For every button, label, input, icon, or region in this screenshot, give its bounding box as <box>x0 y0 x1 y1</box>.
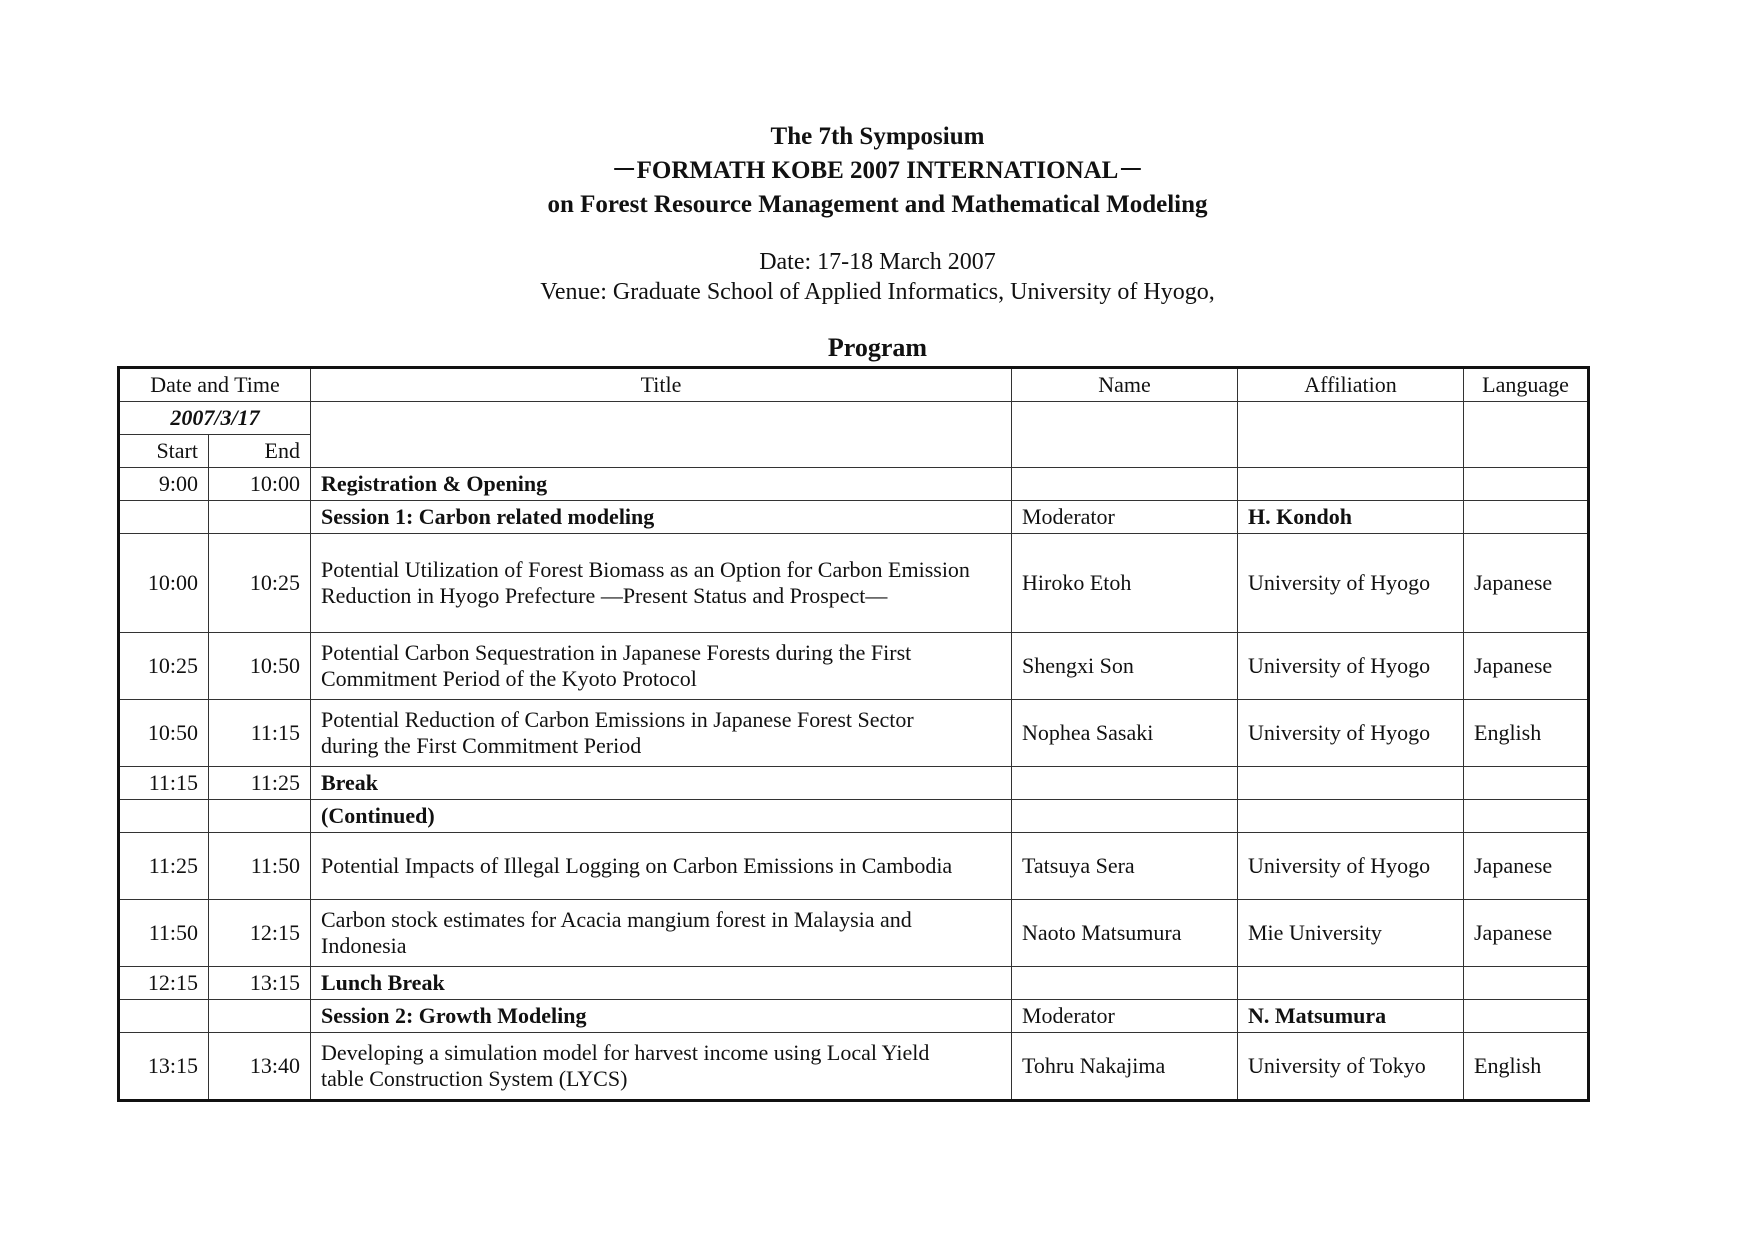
table-row <box>119 833 1589 900</box>
end-time: 10:50 <box>209 633 311 700</box>
title-line-3: on Forest Resource Management and Mathematical Modeling <box>547 191 1208 218</box>
end-time: 10:25 <box>209 534 311 633</box>
table-row <box>119 501 1589 534</box>
title-line-1: The 7th Symposium <box>770 123 985 150</box>
talk-title <box>311 700 1012 767</box>
language <box>1464 501 1589 534</box>
table-row <box>119 633 1589 700</box>
header-name: Name <box>1012 368 1238 402</box>
talk-title: Potential Impacts of Illegal Logging on Carbon Emissions in Cambodia <box>311 833 1012 900</box>
break-label: Break <box>311 767 1012 800</box>
date-row <box>119 402 1589 435</box>
language: English <box>1464 1033 1589 1101</box>
program-table <box>117 366 1590 1102</box>
moderator-name: H. Kondoh <box>1238 501 1464 534</box>
header-title: Title <box>311 368 1012 402</box>
table-row <box>119 1033 1589 1101</box>
start-header: Start <box>119 435 209 468</box>
language <box>1464 468 1589 501</box>
speaker-name: Shengxi Son <box>1012 633 1238 700</box>
speaker-name <box>1012 767 1238 800</box>
table-row <box>119 534 1589 633</box>
start-time <box>119 501 209 534</box>
talk-title-line: table Construction System (LYCS) <box>321 1066 628 1091</box>
end-header: End <box>209 435 311 468</box>
affiliation: University of Tokyo <box>1238 1033 1464 1101</box>
language <box>1464 767 1589 800</box>
talk-title-line: Carbon stock estimates for Acacia mangium forest in Malaysia and <box>321 907 912 932</box>
talk-title-line: Commitment Period of the Kyoto Protocol <box>321 666 697 691</box>
start-time: 10:50 <box>119 700 209 767</box>
table-row <box>119 767 1589 800</box>
affiliation: University of Hyogo <box>1238 633 1464 700</box>
start-time: 11:25 <box>119 833 209 900</box>
talk-title-line: Potential Reduction of Carbon Emissions in Japanese Forest Sector <box>321 707 914 732</box>
talk-title <box>311 1033 1012 1101</box>
table-row <box>119 700 1589 767</box>
end-time: 13:15 <box>209 967 311 1000</box>
table-row <box>119 468 1589 501</box>
language: Japanese <box>1464 900 1589 967</box>
start-time: 9:00 <box>119 468 209 501</box>
break-label: Lunch Break <box>311 967 1012 1000</box>
speaker-name: Hiroko Etoh <box>1012 534 1238 633</box>
end-time <box>209 501 311 534</box>
talk-title-line: during the First Commitment Period <box>321 733 642 758</box>
end-time <box>209 800 311 833</box>
header-affiliation: Affiliation <box>1238 368 1464 402</box>
start-time: 11:50 <box>119 900 209 967</box>
title-line-2: －FORMATH KOBE 2007 INTERNATIONAL－ <box>611 157 1144 184</box>
affiliation <box>1238 468 1464 501</box>
header-date-time: Date and Time <box>119 368 311 402</box>
affiliation: Mie University <box>1238 900 1464 967</box>
end-time <box>209 1000 311 1033</box>
affiliation <box>1238 767 1464 800</box>
start-time: 10:00 <box>119 534 209 633</box>
end-time: 11:25 <box>209 767 311 800</box>
session-title: Session 2: Growth Modeling <box>311 1000 1012 1033</box>
start-time: 10:25 <box>119 633 209 700</box>
end-time: 13:40 <box>209 1033 311 1101</box>
table-row <box>119 1000 1589 1033</box>
affiliation: University of Hyogo <box>1238 534 1464 633</box>
talk-title-line: Reduction in Hyogo Prefecture ―Present Status and Prospect― <box>321 583 888 608</box>
talk-title <box>311 633 1012 700</box>
language: Japanese <box>1464 534 1589 633</box>
document-title <box>0 120 1755 222</box>
affiliation: University of Hyogo <box>1238 700 1464 767</box>
table-row <box>119 800 1589 833</box>
speaker-name <box>1012 800 1238 833</box>
speaker-name: Tohru Nakajima <box>1012 1033 1238 1101</box>
moderator-label: Moderator <box>1012 1000 1238 1033</box>
talk-title: Registration & Opening <box>311 468 1012 501</box>
end-time: 10:00 <box>209 468 311 501</box>
program-date: 2007/3/17 <box>119 402 311 435</box>
speaker-name <box>1012 468 1238 501</box>
program-heading: Program <box>827 333 928 362</box>
speaker-name: Tatsuya Sera <box>1012 833 1238 900</box>
empty-cell <box>311 402 1012 468</box>
start-time: 13:15 <box>119 1033 209 1101</box>
speaker-name: Naoto Matsumura <box>1012 900 1238 967</box>
table-row <box>119 967 1589 1000</box>
speaker-name <box>1012 967 1238 1000</box>
session-title: Session 1: Carbon related modeling <box>311 501 1012 534</box>
start-time <box>119 1000 209 1033</box>
talk-title <box>311 900 1012 967</box>
header-language: Language <box>1464 368 1589 402</box>
language <box>1464 967 1589 1000</box>
table-row <box>119 900 1589 967</box>
language: English <box>1464 700 1589 767</box>
talk-title-line: Indonesia <box>321 933 407 958</box>
speaker-name: Nophea Sasaki <box>1012 700 1238 767</box>
language <box>1464 800 1589 833</box>
talk-title-line: Potential Carbon Sequestration in Japanese Forests during the First <box>321 640 912 665</box>
moderator-label: Moderator <box>1012 501 1238 534</box>
affiliation: University of Hyogo <box>1238 833 1464 900</box>
talk-title <box>311 534 1012 633</box>
table-header-row <box>119 368 1589 402</box>
moderator-name: N. Matsumura <box>1238 1000 1464 1033</box>
end-time: 11:15 <box>209 700 311 767</box>
empty-cell <box>1464 402 1589 468</box>
language: Japanese <box>1464 633 1589 700</box>
talk-title-line: Potential Utilization of Forest Biomass as an Option for Carbon Emission <box>321 557 970 582</box>
empty-cell <box>1238 402 1464 468</box>
start-time: 11:15 <box>119 767 209 800</box>
talk-title-line: Developing a simulation model for harvest income using Local Yield <box>321 1040 930 1065</box>
affiliation <box>1238 967 1464 1000</box>
language: Japanese <box>1464 833 1589 900</box>
event-info <box>0 247 1755 307</box>
empty-cell <box>1012 402 1238 468</box>
end-time: 12:15 <box>209 900 311 967</box>
continued-label: (Continued) <box>311 800 1012 833</box>
event-date: Date: 17-18 March 2007 <box>759 249 996 275</box>
start-time: 12:15 <box>119 967 209 1000</box>
start-time <box>119 800 209 833</box>
language <box>1464 1000 1589 1033</box>
affiliation <box>1238 800 1464 833</box>
event-venue: Venue: Graduate School of Applied Informatics, University of Hyogo, <box>540 279 1215 305</box>
end-time: 11:50 <box>209 833 311 900</box>
